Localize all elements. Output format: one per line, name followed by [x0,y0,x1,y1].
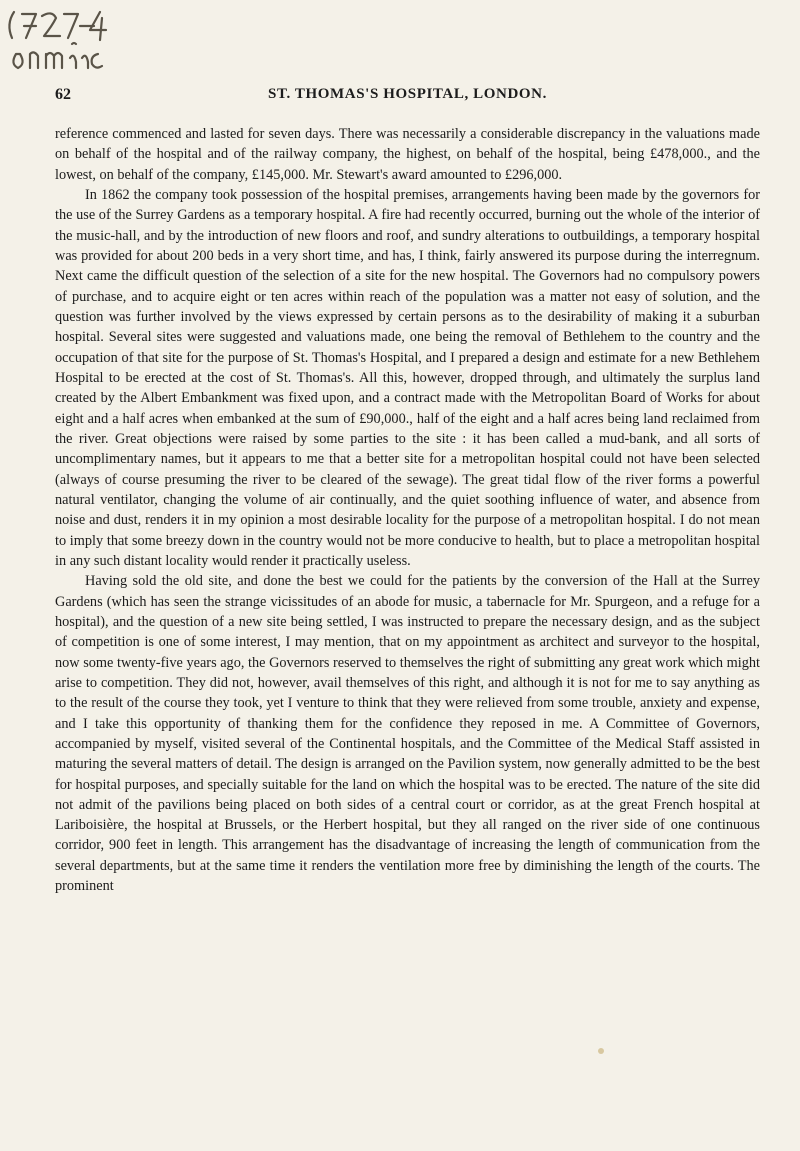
running-head: ST. THOMAS'S HOSPITAL, LONDON. [268,86,547,102]
handwritten-annotation-drawing [2,4,122,74]
paragraph: Having sold the old site, and done the best we could for the patients by the conversion of the Hall at the Surrey Gardens (which has seen the strange vicissitudes of an abode for music, a tabernacle for Mr. Spurgeon, and a refuge for a hospital), and the question of a new site being settled, I was instructed to prepare the necessary design, and as the subject of competition is one of some interest, I may mention, that on my appointment as architect and surveyor to the hospital, now some twenty-five years ago, the Governors reserved to themselves the right of submitting any great work which might arise to competition. They did not, however, avail themselves of this right, and although it is not for me to say anything as to the result of the course they took, yet I venture to think that they were relieved from some trouble, anxiety and expense, and I take this opportunity of thanking them for the confidence they reposed in me. A Committee of Governors, accompanied by myself, visited several of the Continental hospitals, and the Committee of the Medical Staff assisted in maturing the several matters of detail. The design is arranged on the Pavilion system, now generally admitted to be the best for hospital purposes, and specially suitable for the land on which the hospital was to be erected. The nature of the site did not admit of the pavilions being placed on both sides of a central court or corridor, as at the great French hospital at Lariboisière, the hospital at Brussels, or the Herbert hospital, but they all ranged on the river side of one continuous corridor, 900 feet in length. This arrangement has the disadvantage of increasing the length of communication from the several departments, but at the same time it renders the ventilation more free by diminishing the length of the courts. The prominent [55,573,760,895]
paragraph: In 1862 the company took possession of the hospital premises, arrangements having been made by the governors for the use of the Surrey Gardens as a temporary hospital. A fire had recently occurred, burning out the whole of the interior of the music-hall, and by the introduction of new floors and roof, and sundry alterations to outbuildings, a temporary hospital was provided for about 200 beds in a very short time, and has, I think, fairly answered its purpose during the interregnum. Next came the difficult question of the selection of a site for the new hospital. The Governors had no compulsory powers of purchase, and to acquire eight or ten acres within reach of the population was a matter not easy of solution, and the question was further involved by the views expressed by certain persons as to the desirability of making it a suburban hospital. Several sites were suggested and valuations made, one being the removal of Bethlehem to the country and the occupation of that site for the purpose of St. Thomas's Hospital, and I prepared a design and estimate for a new Bethlehem Hospital to be erected at the cost of St. Thomas's. All this, however, dropped through, and ultimately the surplus land created by the Albert Embankment was fixed upon, and a contract made with the Metropolitan Board of Works for about eight and a half acres when embanked at the sum of £90,000., half of the eight and a half acres being land reclaimed from the river. Great objections were raised by some parties to the site : it has been called a mud-bank, and all sorts of uncomplimentary names, but it appears to me that a better site for a metropolitan hospital could not have been selected (always of course presuming the river to be cleared of the sewage). The great tidal flow of the river forms a powerful natural ventilator, changing the volume of air continually, and the quiet soothing influence of water, and absence from noise and dust, renders it in my opinion a most desirable locality for the purpose of a metropolitan hospital. I do not mean to imply that some breezy down in the country would not be more conducive to health, but to place a metropolitan hospital in any such distant locality would render it practically useless. [55,186,760,569]
page-number: 62 [55,86,71,103]
page-header [55,86,760,110]
paper-speck [598,1048,604,1054]
paragraph: reference commenced and lasted for seven days. There was necessarily a considerable discrepancy in the valuations made on behalf of the hospital and of the railway company, the highest, on behalf of the hospital, being £478,000., and the lowest, on behalf of the company, £145,000. Mr. Stewart's award amounted to £296,000. [55,126,760,183]
handwritten-annotation [2,4,122,74]
body-text [55,124,760,896]
